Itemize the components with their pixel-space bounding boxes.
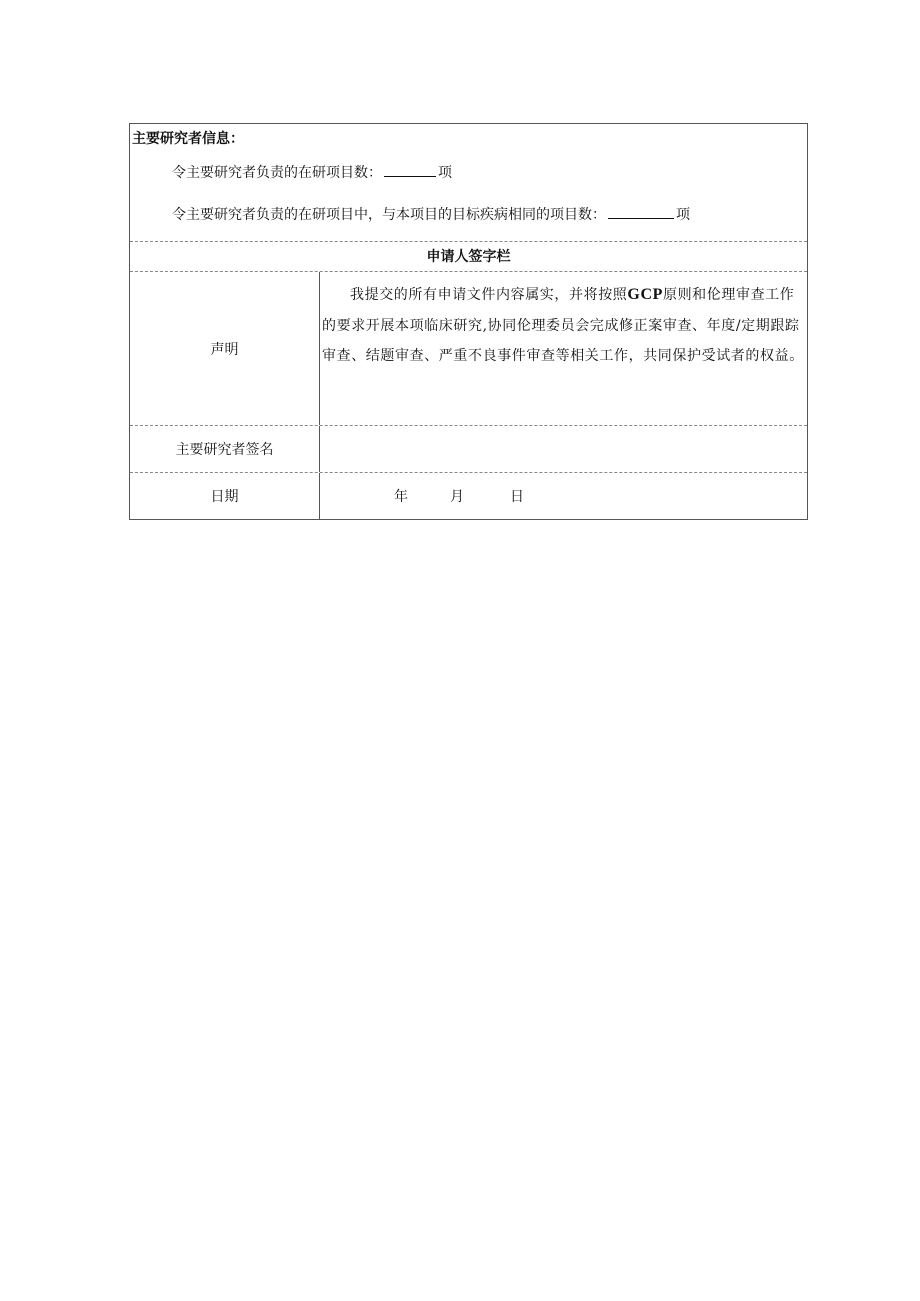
ongoing-projects-label: 令主要研究者负责的在研项目数： — [172, 165, 382, 181]
declaration-text — [320, 272, 807, 372]
date-month-unit: 月 — [450, 489, 464, 505]
signature-field[interactable] — [320, 426, 807, 472]
same-disease-projects-label: 令主要研究者负责的在研项目中，与本项目的目标疾病相同的项目数： — [172, 207, 606, 223]
declaration-label: 声明 — [130, 272, 320, 425]
application-form-table — [129, 123, 808, 520]
date-label: 日期 — [130, 473, 320, 519]
pi-info-section — [130, 124, 807, 242]
same-disease-projects-unit: 项 — [676, 207, 690, 223]
signature-label: 主要研究者签名 — [130, 426, 320, 472]
pi-info-title: 主要研究者信息： — [132, 131, 244, 147]
declaration-cell — [320, 272, 807, 425]
date-year-unit: 年 — [394, 489, 408, 505]
date-day-unit: 日 — [510, 489, 524, 505]
signature-row — [130, 426, 807, 473]
declaration-row — [130, 272, 807, 426]
declaration-text-gcp: GCP — [627, 286, 663, 303]
ongoing-projects-count-blank[interactable] — [384, 164, 436, 177]
declaration-text-part1: 我提交的所有申请文件内容属实，并将按照 — [350, 287, 628, 303]
date-field[interactable] — [320, 473, 807, 519]
declaration-text-part2: 原则和伦理审查工作的要求开展本项临床研究,协同伦理委员会完成修正案审查、年度/定期跟踪审查、结题审查、严重不良事件审查等相关工作，共同保护受试者的权益。 — [322, 287, 804, 364]
date-row — [130, 473, 807, 519]
signature-section-header: 申请人签字栏 — [130, 242, 807, 272]
same-disease-projects-line — [172, 204, 690, 224]
same-disease-projects-count-blank[interactable] — [608, 206, 674, 219]
ongoing-projects-line — [172, 162, 452, 182]
ongoing-projects-unit: 项 — [438, 165, 452, 181]
